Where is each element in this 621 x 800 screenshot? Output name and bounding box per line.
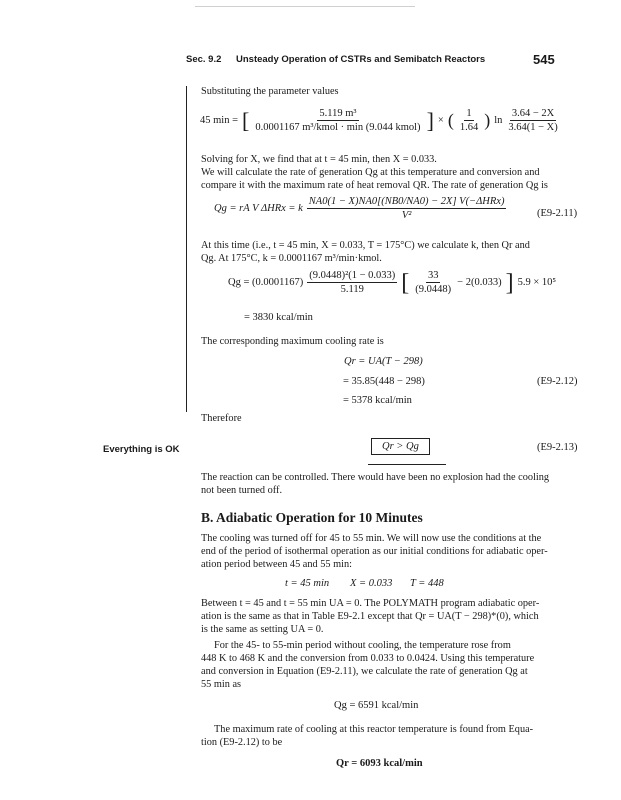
- equation-label-e9-2-11: (E9-2.11): [537, 208, 578, 219]
- equation-label-e9-2-12: (E9-2.12): [537, 376, 578, 387]
- controlled-line: not been turned off.: [201, 485, 283, 496]
- between-line: is the same as setting UA = 0.: [201, 624, 324, 635]
- section-number: Sec. 9.2: [186, 54, 222, 65]
- for-line: 448 K to 468 K and the conversion from 0.033 to 0.0424. Using this temperature: [201, 653, 535, 664]
- solve-line: Solving for X, we find that at t = 45 min, then X = 0.033.: [201, 154, 437, 165]
- ln-operator: ln: [494, 115, 503, 126]
- qg-lhs: Qg = (0.0001167): [228, 277, 304, 288]
- solve-line: compare it with the maximum rate of heat removal QR. The rate of generation Qg is: [201, 180, 548, 191]
- controlled-line: The reaction can be controlled. There would have been no explosion had the cooling: [201, 472, 550, 483]
- qg-multiplier: 5.9 × 10⁵: [517, 277, 557, 288]
- initial-conversion: X = 0.033: [350, 578, 393, 589]
- qg-tail: − 2(0.033): [457, 277, 502, 288]
- eq1-fraction-3: $\frac{3.64 - 2X}{3.64(1 - X)}$: [508, 108, 558, 133]
- qg-55-min: Qg = 6591 kcal/min: [334, 700, 419, 711]
- max-line: tion (E9-2.12) to be: [201, 737, 283, 748]
- times-sign: ×: [437, 115, 444, 126]
- qg-fraction-2: $\frac{33}{(9.0448)}$: [415, 270, 452, 295]
- at-line: At this time (i.e., t = 45 min, X = 0.033, T = 175°C) we calculate k, then Qr and: [201, 240, 530, 251]
- inequality-box: Qr > Qg: [371, 438, 430, 455]
- adiabatic-line: end of the period of isothermal operation as our initial conditions for adiabatic oper-: [201, 546, 548, 557]
- equation-time: 45 min = [ $\frac{\text{5.119 m³}}{\text{0.0001167 m³/kmol · min (9.044 kmol)}}$ ] × ( $\frac{1}{1.64}$ ) ln $\frac{3.64 - 2X}{3.64(1 - X)}$: [200, 107, 558, 133]
- max-line: The maximum rate of cooling at this reactor temperature is found from Equa-: [214, 724, 534, 735]
- e911-fraction: $\frac{\text{NA0(1 − X)NA0[(NB0/NA0) − 2X] V(−ΔHRx)}}{\text{V²}}$: [308, 196, 505, 221]
- substituting-text: Substituting the parameter values: [201, 86, 339, 97]
- inequality-underline: [368, 464, 446, 465]
- qr-55-min: Qr = 6093 kcal/min: [336, 758, 423, 769]
- eq1-fraction-1: $\frac{\text{5.119 m³}}{\text{0.0001167 m³/kmol · min (9.044 kmol)}}$: [255, 108, 421, 133]
- cooling-text: The corresponding maximum cooling rate is: [201, 336, 384, 347]
- side-note: Everything is OK: [103, 444, 180, 455]
- qg-fraction-1: $\frac{\text{(9.0448)²(1 − 0.033)}}{5.119}$: [309, 270, 396, 295]
- margin-rule: [186, 86, 187, 412]
- adiabatic-line: ation period between 45 and 55 min:: [201, 559, 352, 570]
- running-title: Unsteady Operation of CSTRs and Semibatch Reactors: [236, 54, 486, 65]
- adiabatic-line: The cooling was turned off for 45 to 55 min. We will now use the conditions at the: [201, 533, 542, 544]
- equation-label-e9-2-13: (E9-2.13): [537, 442, 578, 453]
- eq1-fraction-2: $\frac{1}{1.64}$: [459, 108, 479, 133]
- initial-temperature: T = 448: [410, 578, 444, 589]
- cooling-eq-line: = 35.85(448 − 298): [343, 376, 425, 387]
- equation-generation-rate: [214, 196, 506, 221]
- eq1-lhs: 45 min =: [200, 115, 239, 126]
- between-line: Between t = 45 and t = 55 min UA = 0. The POLYMATH program adiabatic oper-: [201, 598, 540, 609]
- for-line: For the 45- to 55-min period without cooling, the temperature rose from: [214, 640, 511, 651]
- equation-qg: Qg = (0.0001167) $\frac{\text{(9.0448)²(1 − 0.033)}}{5.119}$ [ $\frac{33}{(9.0448)}$ − 2(0.033) ] 5.9 × 10⁵: [228, 269, 557, 296]
- solve-line: We will calculate the rate of generation Qg at this temperature and conversion and: [201, 167, 540, 178]
- cooling-eq-line: Qr = UA(T − 298): [344, 356, 423, 367]
- left-bracket: [: [242, 107, 250, 133]
- right-bracket: ]: [426, 107, 434, 133]
- for-line: 55 min as: [201, 679, 242, 690]
- therefore-text: Therefore: [201, 413, 242, 424]
- section-b-heading: B. Adiabatic Operation for 10 Minutes: [201, 510, 423, 525]
- for-line: and conversion in Equation (E9-2.11), we calculate the rate of generation Qg at: [201, 666, 528, 677]
- initial-time: t = 45 min: [285, 578, 330, 589]
- at-line: Qg. At 175°C, k = 0.0001167 m³/min·kmol.: [201, 253, 382, 264]
- qg-result: = 3830 kcal/min: [244, 312, 313, 323]
- page-number: 545: [533, 52, 555, 67]
- top-scan-line: [195, 6, 415, 7]
- cooling-eq-line: = 5378 kcal/min: [343, 395, 412, 406]
- between-line: ation is the same as that in Table E9-2.1 except that Qr = UA(T − 298)*(0), which: [201, 611, 539, 622]
- e911-lhs: Qg = rA V ΔHRx = k: [214, 203, 303, 214]
